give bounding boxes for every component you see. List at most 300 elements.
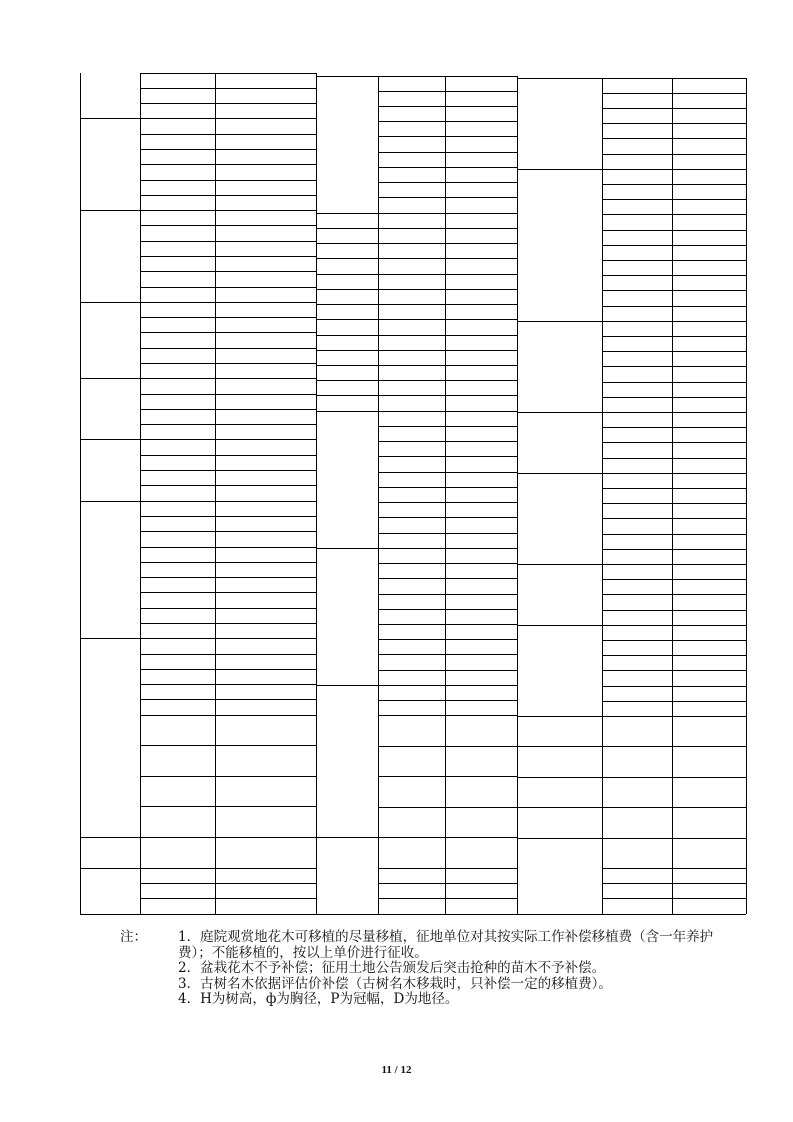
row-line — [378, 472, 517, 473]
group-line — [316, 837, 378, 838]
spec-cell — [378, 442, 445, 457]
price-cell — [445, 426, 517, 441]
spec-cell — [602, 534, 672, 549]
spec-cell — [140, 211, 215, 226]
price-cell — [445, 198, 517, 213]
row-line — [602, 154, 746, 155]
row-line — [378, 274, 517, 275]
group-line — [80, 837, 140, 838]
row-line — [602, 230, 746, 231]
row-line — [602, 321, 746, 322]
row-line — [602, 260, 746, 261]
row-line — [140, 699, 316, 700]
spec-cell — [602, 777, 672, 807]
row-line — [140, 210, 316, 211]
row-line — [602, 518, 746, 519]
row-line — [378, 883, 517, 884]
row-line — [602, 883, 746, 884]
row-line — [140, 684, 316, 685]
row-line — [378, 609, 517, 610]
species-cell — [316, 838, 378, 899]
species-cell — [80, 302, 140, 378]
row-line — [602, 397, 746, 398]
price-cell — [672, 443, 746, 458]
species-cell — [80, 73, 140, 119]
spec-cell — [140, 807, 215, 838]
row-line — [602, 78, 746, 79]
price-cell — [672, 215, 746, 230]
spec-cell — [602, 321, 672, 336]
price-cell — [445, 579, 517, 594]
price-cell — [215, 455, 316, 470]
spec-cell — [378, 701, 445, 716]
species-cell — [316, 335, 378, 350]
group-line — [316, 319, 378, 320]
price-cell — [672, 868, 746, 883]
price-cell — [215, 639, 316, 654]
group-line — [316, 243, 378, 244]
species-cell — [316, 365, 378, 380]
price-cell — [445, 533, 517, 548]
spec-cell — [140, 578, 215, 593]
price-cell — [215, 409, 316, 424]
row-line — [602, 306, 746, 307]
spec-cell — [378, 609, 445, 624]
price-cell — [445, 320, 517, 335]
group-line — [517, 625, 602, 626]
price-cell — [445, 274, 517, 289]
price-cell — [445, 609, 517, 624]
row-line — [140, 455, 316, 456]
spec-cell — [378, 457, 445, 472]
species-cell — [80, 440, 140, 501]
row-line — [140, 103, 316, 104]
price-cell — [215, 104, 316, 119]
price-cell — [672, 78, 746, 93]
spec-cell — [602, 260, 672, 275]
spec-cell — [378, 167, 445, 182]
spec-cell — [378, 503, 445, 518]
spec-cell — [378, 289, 445, 304]
species-cell — [316, 411, 378, 548]
row-line — [602, 427, 746, 428]
spec-cell — [378, 198, 445, 213]
price-cell — [445, 548, 517, 563]
price-cell — [672, 473, 746, 488]
group-line — [316, 258, 378, 259]
species-cell — [80, 838, 140, 869]
spec-cell — [378, 244, 445, 259]
row-line — [602, 275, 746, 276]
price-cell — [445, 411, 517, 426]
spec-cell — [378, 305, 445, 320]
price-cell — [445, 305, 517, 320]
spec-cell — [378, 716, 445, 746]
row-line — [140, 562, 316, 563]
row-line — [140, 149, 316, 150]
row-line — [378, 517, 517, 518]
row-line — [602, 184, 746, 185]
spec-cell — [378, 685, 445, 700]
row-line — [378, 136, 517, 137]
row-line — [378, 121, 517, 122]
price-cell — [215, 165, 316, 180]
species-cell — [517, 716, 602, 746]
price-cell — [672, 564, 746, 579]
price-cell — [672, 245, 746, 260]
spec-cell — [378, 122, 445, 137]
price-cell — [445, 335, 517, 350]
price-cell — [672, 671, 746, 686]
row-line — [378, 456, 517, 457]
group-line — [80, 501, 140, 502]
group-line — [316, 304, 378, 305]
row-line — [378, 319, 517, 320]
row-line — [378, 502, 517, 503]
note-2: 2．盆栽花木不予补偿；征用土地公告颁发后突击抢种的苗木不予补偿。 — [178, 960, 606, 976]
spec-cell — [378, 274, 445, 289]
spec-cell — [140, 318, 215, 333]
spec-cell — [602, 108, 672, 123]
price-cell — [215, 547, 316, 562]
price-cell — [672, 169, 746, 184]
price-cell — [672, 321, 746, 336]
spec-cell — [602, 473, 672, 488]
spec-cell — [602, 382, 672, 397]
spec-cell — [602, 291, 672, 306]
spec-cell — [140, 868, 215, 883]
row-line — [140, 394, 316, 395]
spec-cell — [140, 639, 215, 654]
group-line — [517, 746, 602, 747]
row-line — [602, 123, 746, 124]
price-cell — [215, 348, 316, 363]
group-line — [316, 213, 378, 214]
price-cell — [215, 715, 316, 746]
spec-cell — [140, 654, 215, 669]
row-line — [602, 564, 746, 565]
note-1: 1．庭院观赏地花木可移植的尽量移植，征地单位对其按实际工作补偿移植费（含一年养护费）；不能移植的，按以上单价进行征收。 — [178, 929, 714, 961]
spec-cell — [140, 104, 215, 119]
spec-cell — [140, 608, 215, 623]
spec-cell — [602, 640, 672, 655]
price-cell — [672, 93, 746, 108]
row-line — [378, 578, 517, 579]
price-cell — [215, 364, 316, 379]
spec-cell — [378, 365, 445, 380]
page-number: 11 / 12 — [381, 1064, 412, 1076]
spec-cell — [378, 472, 445, 487]
group-line — [316, 380, 378, 381]
spec-cell — [140, 180, 215, 195]
row-line — [602, 625, 746, 626]
price-cell — [445, 457, 517, 472]
spec-cell — [140, 685, 215, 700]
spec-cell — [602, 488, 672, 503]
spec-cell — [602, 367, 672, 382]
row-line — [602, 138, 746, 139]
row-line — [140, 164, 316, 165]
price-cell — [672, 397, 746, 412]
spec-cell — [378, 183, 445, 198]
species-cell — [517, 473, 602, 564]
row-line — [602, 214, 746, 215]
row-line — [140, 623, 316, 624]
price-cell — [445, 716, 517, 746]
row-line — [602, 777, 746, 778]
price-cell — [445, 838, 517, 868]
group-line — [316, 395, 378, 396]
spec-cell — [378, 655, 445, 670]
price-cell — [445, 213, 517, 228]
price-cell — [672, 610, 746, 625]
row-line — [140, 501, 316, 502]
row-line — [140, 424, 316, 425]
row-line — [140, 180, 316, 181]
row-line — [378, 624, 517, 625]
species-cell — [316, 305, 378, 320]
spec-cell — [140, 471, 215, 486]
spec-cell — [140, 73, 215, 88]
spec-cell — [602, 716, 672, 746]
spec-cell — [602, 336, 672, 351]
price-cell — [672, 549, 746, 564]
price-cell — [672, 139, 746, 154]
price-cell — [672, 899, 746, 914]
species-cell — [517, 838, 602, 899]
spec-cell — [378, 228, 445, 243]
spec-cell — [140, 241, 215, 256]
spec-cell — [602, 139, 672, 154]
row-line — [140, 73, 316, 74]
table-notes: 注： 1．庭院观赏地花木可移植的尽量移植，征地单位对其按实际工作补偿移植费（含一年养护费）；不能移植的，按以上单价进行征收。 2．盆栽花木不予补偿；征用土地公告颁发后突击抢种的苗木不予补偿。 3．古树名木依据评估价补偿（古树名木移栽时，只补偿一定的移植费）。 4．H为树高，ф为胸径，P为冠幅，D为地径。 — [120, 930, 720, 1008]
column-line — [215, 73, 216, 914]
price-cell — [672, 640, 746, 655]
price-cell — [672, 716, 746, 746]
spec-cell — [140, 700, 215, 715]
price-cell — [445, 137, 517, 152]
row-line — [140, 241, 316, 242]
price-cell — [672, 154, 746, 169]
row-line — [602, 169, 746, 170]
spec-cell — [140, 838, 215, 869]
spec-cell — [140, 547, 215, 562]
row-line — [602, 549, 746, 550]
spec-cell — [378, 152, 445, 167]
group-line — [517, 838, 602, 839]
note-3: 3．古树名木依据评估价补偿（古树名木移栽时，只补偿一定的移植费）。 — [178, 975, 612, 992]
spec-cell — [378, 884, 445, 899]
row-line — [140, 409, 316, 410]
spec-cell — [602, 230, 672, 245]
row-line — [378, 411, 517, 412]
row-line — [140, 516, 316, 517]
spec-cell — [140, 593, 215, 608]
price-cell — [672, 428, 746, 443]
price-cell — [445, 701, 517, 716]
row-line — [602, 898, 746, 899]
spec-cell — [140, 669, 215, 684]
row-line — [140, 378, 316, 379]
price-cell — [445, 487, 517, 502]
price-cell — [672, 884, 746, 899]
row-line — [602, 382, 746, 383]
spec-cell — [140, 746, 215, 777]
group-line — [80, 638, 140, 639]
row-line — [140, 195, 316, 196]
row-line — [140, 883, 316, 884]
row-line — [140, 363, 316, 364]
row-line — [378, 594, 517, 595]
spec-cell — [378, 899, 445, 914]
spec-cell — [602, 306, 672, 321]
spec-cell — [602, 838, 672, 868]
species-cell — [80, 501, 140, 639]
price-cell — [445, 670, 517, 685]
price-cell — [672, 595, 746, 610]
spec-cell — [140, 715, 215, 746]
group-line — [517, 169, 602, 170]
group-line — [316, 548, 378, 549]
row-line — [378, 715, 517, 716]
row-line — [602, 610, 746, 611]
spec-cell — [378, 76, 445, 91]
price-cell — [672, 838, 746, 868]
row-line — [140, 470, 316, 471]
row-line — [602, 336, 746, 337]
spec-cell — [140, 364, 215, 379]
price-cell — [445, 365, 517, 380]
spec-cell — [378, 594, 445, 609]
spec-cell — [602, 610, 672, 625]
species-cell — [316, 396, 378, 411]
spec-cell — [140, 287, 215, 302]
price-cell — [215, 471, 316, 486]
price-cell — [215, 608, 316, 623]
row-line — [378, 441, 517, 442]
row-line — [378, 182, 517, 183]
price-cell — [445, 106, 517, 121]
row-line — [602, 655, 746, 656]
column-line — [445, 76, 446, 914]
price-cell — [672, 777, 746, 807]
row-line — [378, 837, 517, 838]
species-cell — [316, 320, 378, 335]
spec-cell — [140, 516, 215, 531]
bottom-line — [80, 914, 316, 915]
spec-cell — [140, 532, 215, 547]
row-line — [140, 592, 316, 593]
price-cell — [215, 883, 316, 898]
species-cell — [80, 211, 140, 303]
column-line — [746, 78, 747, 914]
spec-cell — [378, 564, 445, 579]
price-cell — [672, 412, 746, 427]
column-line — [80, 73, 81, 914]
price-cell — [215, 180, 316, 195]
spec-cell — [378, 625, 445, 640]
spec-cell — [602, 595, 672, 610]
spec-cell — [602, 443, 672, 458]
spec-cell — [602, 154, 672, 169]
species-cell — [316, 350, 378, 365]
spec-cell — [140, 776, 215, 807]
price-cell — [445, 807, 517, 837]
price-cell — [672, 701, 746, 716]
row-line — [378, 487, 517, 488]
spec-cell — [602, 564, 672, 579]
spec-cell — [602, 686, 672, 701]
spec-cell — [140, 409, 215, 424]
spec-cell — [378, 106, 445, 121]
row-line — [602, 245, 746, 246]
spec-cell — [140, 302, 215, 317]
spec-cell — [602, 747, 672, 777]
spec-cell — [140, 272, 215, 287]
price-cell — [672, 184, 746, 199]
spec-cell — [602, 352, 672, 367]
price-cell — [215, 119, 316, 134]
spec-cell — [140, 883, 215, 898]
row-line — [140, 439, 316, 440]
row-line — [378, 304, 517, 305]
spec-cell — [140, 149, 215, 164]
row-line — [378, 746, 517, 747]
species-cell — [80, 119, 140, 211]
species-cell — [517, 747, 602, 777]
row-line — [602, 351, 746, 352]
row-line — [602, 503, 746, 504]
price-cell — [215, 838, 316, 869]
price-cell — [215, 868, 316, 883]
group-line — [517, 564, 602, 565]
row-line — [140, 638, 316, 639]
price-cell — [215, 776, 316, 807]
price-cell — [672, 382, 746, 397]
price-cell — [215, 593, 316, 608]
price-cell — [672, 124, 746, 139]
spec-cell — [602, 200, 672, 215]
spec-cell — [140, 899, 215, 914]
price-cell — [672, 519, 746, 534]
spec-cell — [378, 838, 445, 868]
spec-cell — [140, 562, 215, 577]
spec-cell — [140, 119, 215, 134]
price-cell — [445, 167, 517, 182]
price-cell — [672, 504, 746, 519]
row-line — [602, 108, 746, 109]
species-cell — [316, 259, 378, 274]
price-cell — [672, 625, 746, 640]
price-cell — [445, 259, 517, 274]
price-cell — [215, 272, 316, 287]
row-line — [602, 458, 746, 459]
row-line — [140, 837, 316, 838]
spec-cell — [602, 276, 672, 291]
row-line — [140, 654, 316, 655]
row-line — [602, 594, 746, 595]
spec-cell — [378, 548, 445, 563]
row-line — [378, 197, 517, 198]
price-cell — [215, 256, 316, 271]
price-cell — [445, 564, 517, 579]
price-cell — [672, 230, 746, 245]
spec-cell — [602, 504, 672, 519]
price-cell — [215, 516, 316, 531]
spec-cell — [602, 519, 672, 534]
price-cell — [445, 685, 517, 700]
price-cell — [215, 700, 316, 715]
